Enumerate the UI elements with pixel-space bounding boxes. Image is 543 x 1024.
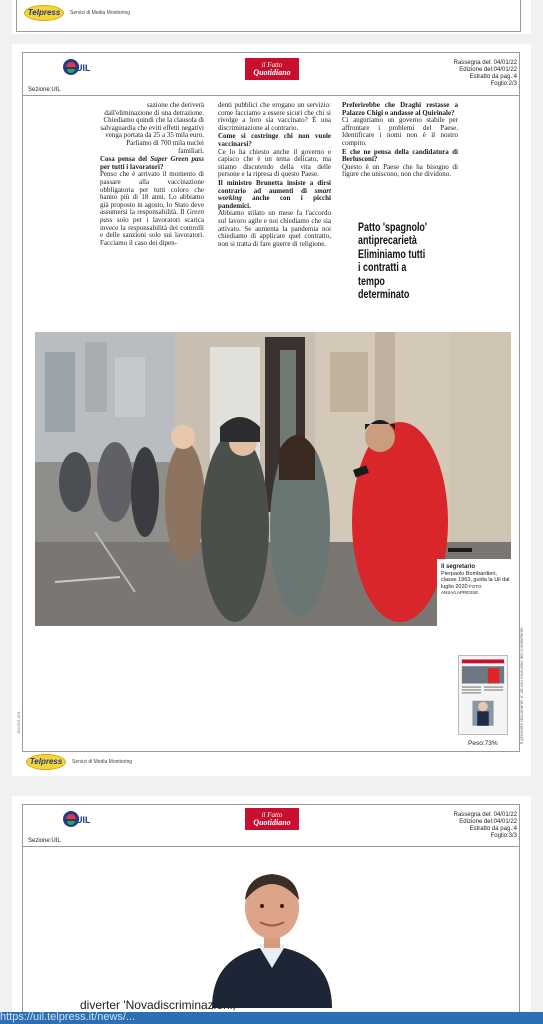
question: Il ministro Brunetta insiste a dirsi contrario ad aumenti di smart working anche con i picchi pandemici.: [218, 178, 331, 210]
header-divider: [22, 846, 520, 847]
peso-label: Peso:73%: [468, 740, 498, 747]
header-divider: [22, 95, 520, 96]
answer: Questo è un Paese che ha bisogno di figure che uniscono, non che dividono.: [342, 162, 458, 179]
newspaper-logo: il Fatto Quotidiano: [245, 58, 299, 80]
estratto-page: Estratto da pag.:4: [469, 826, 517, 832]
article-column-2: [218, 102, 331, 248]
page-3: [12, 796, 531, 1024]
telpress-tagline: Servizi di Media Monitoring: [72, 759, 133, 765]
estratto-page: Estratto da pag.:4: [469, 74, 517, 80]
portrait-photo: [202, 858, 342, 1008]
answer: Ce lo ha chiesto anche il governo e capisco che è un tema delicato, ma stiamo discutendo della vita delle persone e la ripresa di questo Paese.: [218, 147, 331, 179]
uil-logo: [62, 808, 90, 830]
edizione-date: Edizione del:04/01/22: [459, 67, 517, 73]
page-frame: [16, 0, 521, 32]
article-column-3: [342, 102, 458, 179]
paragraph: sazione che deriverà dall'eliminazione di una detrazione. Chiediamo quindi che la clausola di salvaguardia che eviti effetti negativi venga portata da 25 a 35 mila euro. Parliamo di 700 mila nuclei familiari.: [100, 101, 204, 155]
answer: Abbiamo stilato un mese fa l'accordo sul lavoro agile e noi chiediamo che sia attivato. Se aumenta la pandemia noi chiediamo di applicare quel contratto, non si tratta di fare guerre di religione.: [218, 209, 331, 248]
usage-note: Il presente documento e' ad uso esclusivo del committente.: [519, 626, 524, 744]
question: Preferirebbe che Draghi restasse a Palazzo Chigi o andasse al Quirinale?: [342, 101, 458, 117]
paragraph: denti pubblici che erogano un servizio: come facciamo a essere sicuri che chi si rivolge a loro sia vaccinato? È una discriminazione al contrario.: [218, 101, 331, 132]
page-thumbnail: [458, 655, 508, 735]
svg-text:UIL: UIL: [76, 63, 90, 73]
sezione-label: Sezione:UIL: [28, 87, 61, 93]
press-info: [454, 812, 517, 840]
link-text[interactable]: https://uil.telpress.it/news/...: [0, 1012, 136, 1023]
overlay-text: diverter 'Novadiscriminazioni,: [80, 998, 236, 1012]
edizione-date: Edizione del:04/01/22: [459, 819, 517, 825]
article-column-1: [100, 102, 204, 247]
foglio: Foglio:2/3: [490, 81, 517, 87]
telpress-logo: Telpress: [26, 754, 66, 770]
svg-text:UIL: UIL: [76, 815, 90, 825]
foglio: Foglio:3/3: [490, 833, 517, 839]
page-2: [12, 44, 531, 776]
sezione-label: Sezione:UIL: [28, 838, 61, 844]
caption-rule: [448, 548, 472, 552]
newspaper-logo: il Fatto Quotidiano: [245, 808, 299, 830]
answer: Penso che è arrivato il momento di passare alla vaccinazione obbligatoria per tutti coloro che hanno più di 18 anni. Lo abbiamo già proposto in agosto, lo Stato deve assumersi la responsabilità. Il Green pass solo per i lavoratori scarica invece la responsabilità dei controlli e delle sanzioni solo sui lavoratori. Facciamo il caso dei dipen-: [100, 170, 204, 247]
telpress-logo: Telpress: [24, 5, 64, 21]
press-info: [454, 60, 517, 88]
page-1-fragment: [12, 0, 531, 34]
photo-caption: Il segretario Pierpaolo Bombardieri, classe 1963, guida la Uil dal luglio 2020 FOTO ANSA/LAPRESSE: [441, 564, 510, 596]
side-code: 494-001-001: [16, 711, 21, 734]
rassegna-date: Rassegna del: 04/01/22: [453, 812, 517, 818]
uil-logo: [62, 56, 90, 78]
telpress-tagline: Servizi di Media Monitoring: [70, 10, 131, 16]
question: Cosa pensa del Super Green pass per tutti i lavoratori?: [100, 155, 204, 171]
question: E che ne pensa della candidatura di Berlusconi?: [342, 147, 458, 164]
rassegna-date: Rassegna del: 04/01/22: [453, 60, 517, 66]
bottom-link-strip[interactable]: [0, 1012, 543, 1024]
pull-quote: Patto 'spagnolo' antiprecarietà Eliminiamo tutti i contratti a tempo determinato: [358, 222, 428, 302]
answer: Ci auguriamo un governo stabile per affrontare i problemi del Paese. Identificare i nomi non è il nostro compito.: [342, 116, 458, 147]
question: Come si costringe chi non vuole vaccinarsi?: [218, 132, 331, 148]
